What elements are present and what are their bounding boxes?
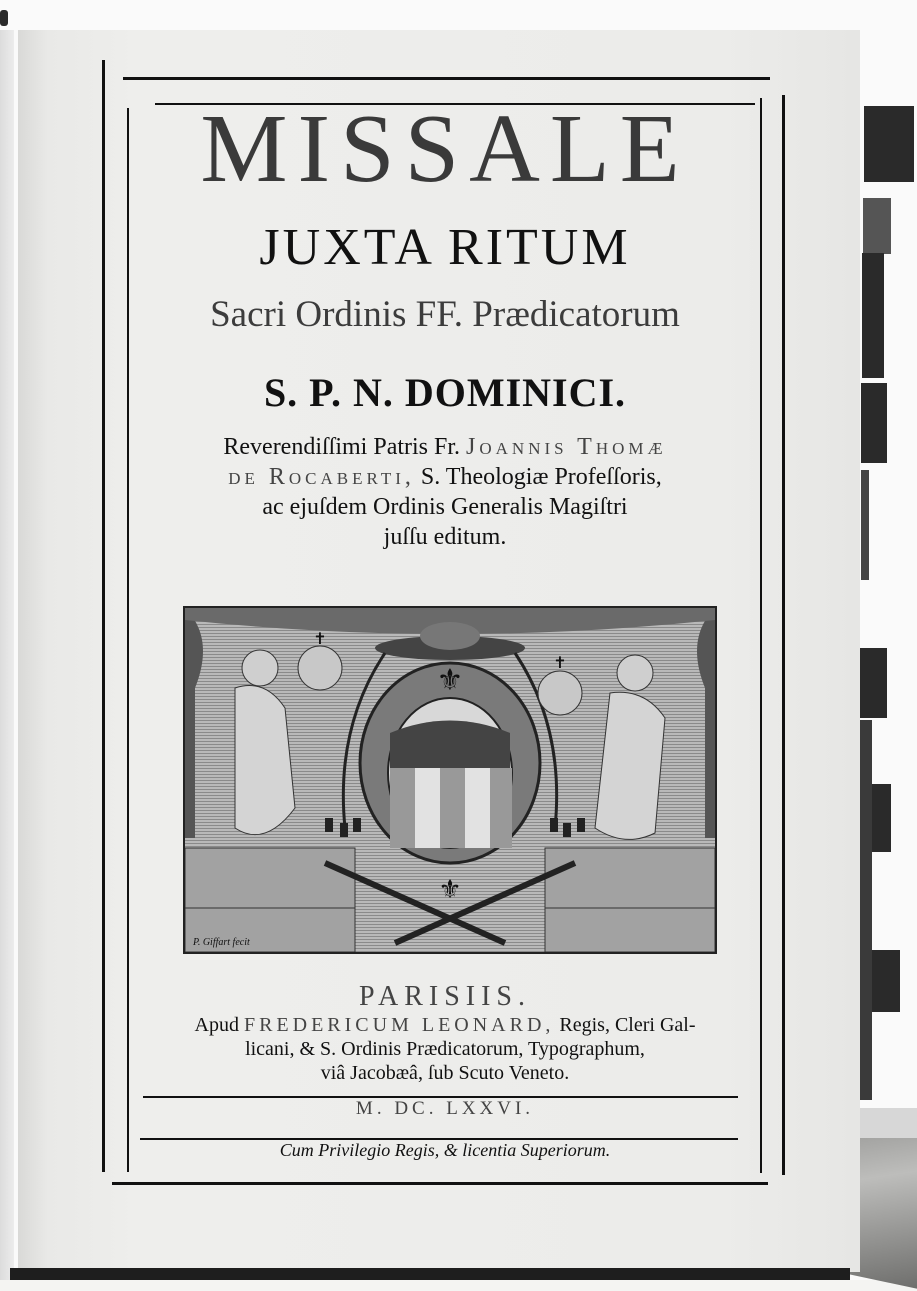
index-tab [864,106,914,182]
commission-line-1: Reverendiſſimi Patris Fr. Joannis Thomæ [223,434,667,460]
frame-outer-right [782,95,785,1175]
order-line: Sacri Ordinis FF. Prædicatorum [210,294,680,335]
svg-text:✝: ✝ [313,631,327,648]
page-shadow [10,1268,850,1280]
index-tab [861,383,887,463]
book-spine-edge [858,720,872,1100]
imprint-line-2: licani, & S. Ordinis Prædicatorum, Typographum, [245,1038,645,1060]
imprint-paragraph [135,1013,755,1085]
subtitle: JUXTA RITUM [259,219,631,276]
svg-text:✝: ✝ [553,655,567,672]
index-tab [860,648,887,718]
index-tab [863,198,891,254]
previous-page-edge [0,30,14,1280]
commission-line-2: de Rocaberti, S. Theologiæ Profeſſoris, [228,464,662,490]
frame-inner-left [127,108,129,1172]
svg-text:⚜: ⚜ [438,875,462,904]
imprint-line-1: Apud FREDERICUM LEONARD, Regis, Cleri Gal- [194,1014,696,1036]
imprint-line-3: viâ Jacobæâ, ſub Scuto Veneto. [320,1062,570,1084]
frame-outer-left [102,60,105,1172]
engraving-illustration [185,608,715,952]
commission-line-4: juſſu editum. [383,524,507,550]
commission-line-3: ac ejuſdem Ordinis Generalis Magiſtri [262,494,628,520]
index-tab [862,253,884,378]
frame-inner-right [760,98,762,1173]
engraver-signature: P. Giffart fecit [193,937,250,948]
author-surname: de Rocaberti, [228,464,415,490]
commission-paragraph [135,432,755,552]
frame-outer-top [123,77,770,80]
svg-text:⚜: ⚜ [436,664,464,697]
index-tab [861,470,869,580]
binding-clip [0,10,8,26]
patron-line: S. P. N. DOMINICI. [263,370,627,415]
coat-of-arms-engraving [183,606,717,954]
frame-outer-bottom [112,1182,768,1185]
privilege-line: Cum Privilegio Regis, & licentia Superiorum. [279,1140,611,1160]
imprint-city: PARISIIS. [358,981,531,1012]
publication-year: M. DC. LXXVI. [355,1098,535,1119]
author-name: Joannis Thomæ [466,434,667,460]
printer-name: FREDERICUM LEONARD, [243,1014,555,1036]
main-title: MISSALE [200,95,690,203]
